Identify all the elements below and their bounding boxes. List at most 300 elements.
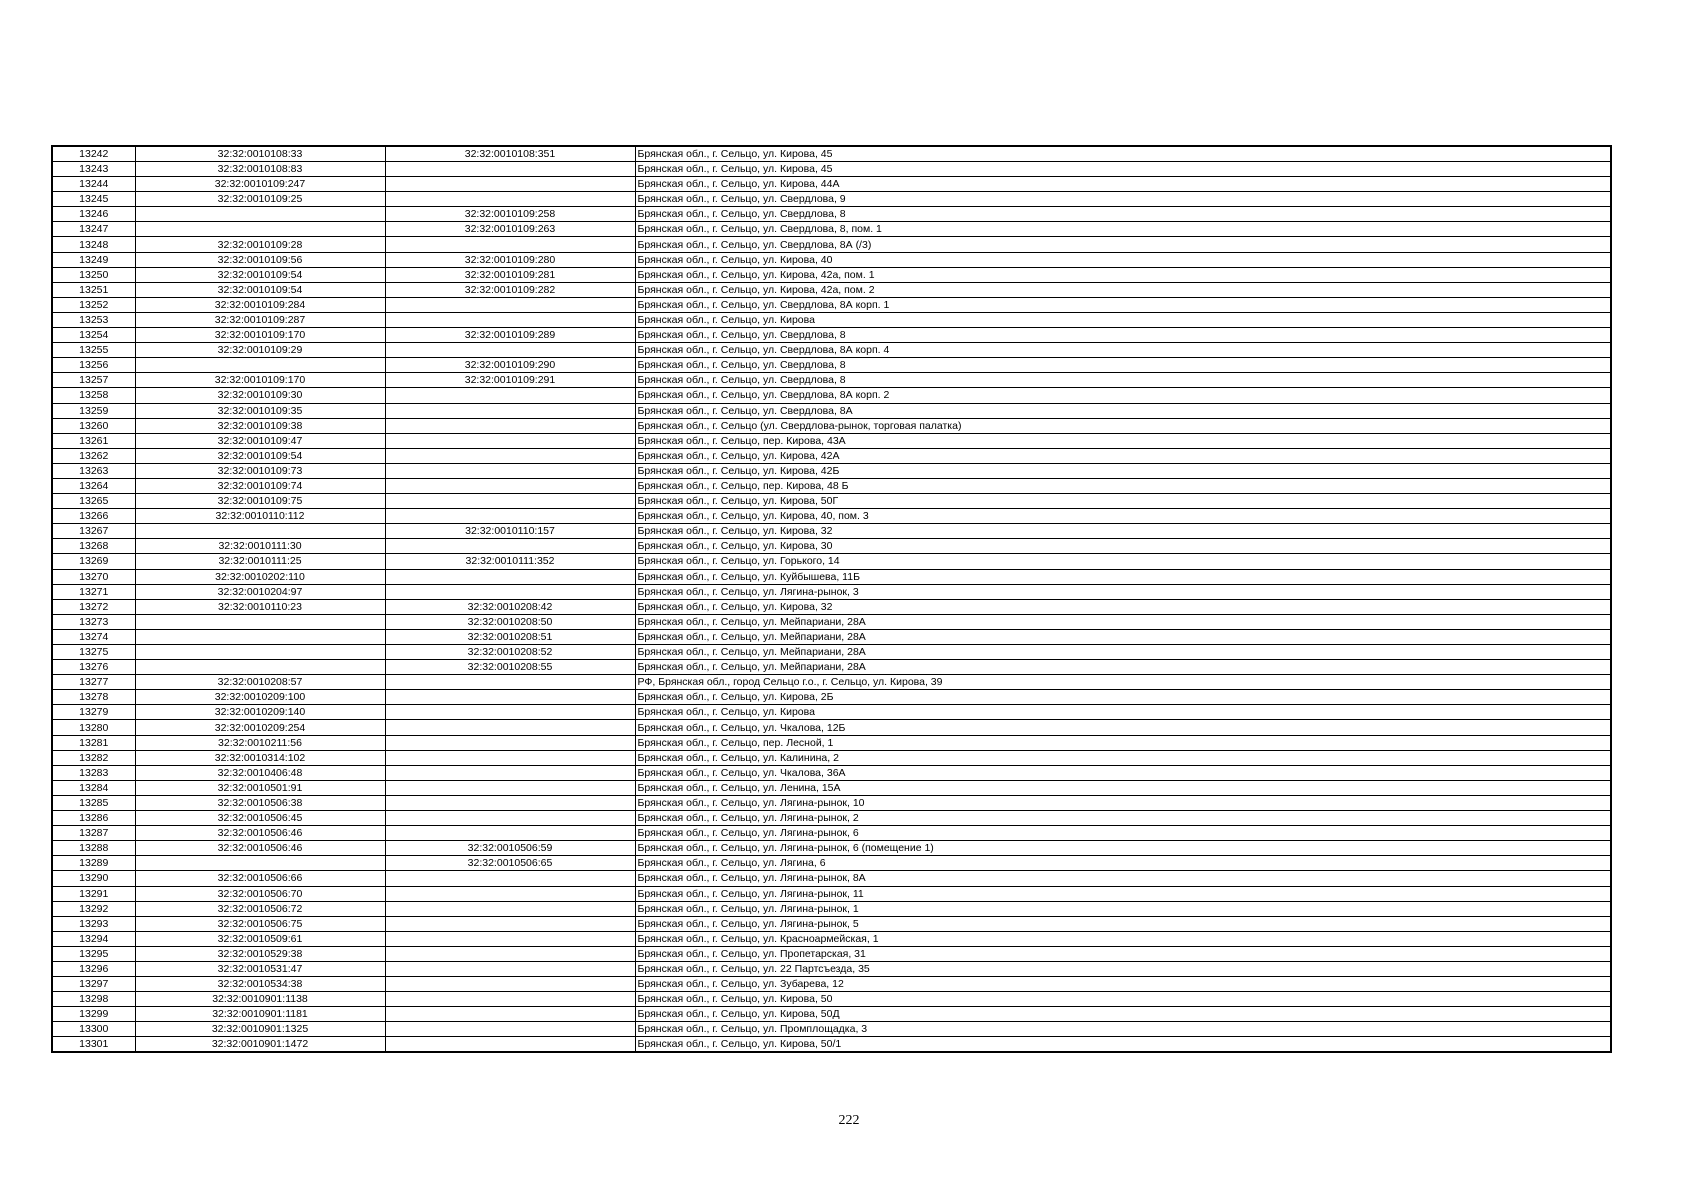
row-number-cell: 13282 bbox=[52, 750, 135, 765]
parcel-cadastral-number-cell: 32:32:0010506:46 bbox=[135, 826, 385, 841]
building-cadastral-number-cell bbox=[385, 946, 635, 961]
building-cadastral-number-cell bbox=[385, 1022, 635, 1037]
row-number-cell: 13292 bbox=[52, 901, 135, 916]
address-cell: Брянская обл., г. Сельцо, ул. Промплощадка, 3 bbox=[635, 1022, 1611, 1037]
row-number-cell: 13281 bbox=[52, 735, 135, 750]
parcel-cadastral-number-cell bbox=[135, 614, 385, 629]
row-number-cell: 13297 bbox=[52, 977, 135, 992]
row-number-cell: 13290 bbox=[52, 871, 135, 886]
address-cell: Брянская обл., г. Сельцо, ул. Лягина-рынок, 3 bbox=[635, 584, 1611, 599]
row-number-cell: 13248 bbox=[52, 237, 135, 252]
building-cadastral-number-cell bbox=[385, 539, 635, 554]
row-number-cell: 13293 bbox=[52, 916, 135, 931]
address-cell: Брянская обл., г. Сельцо, ул. Лягина-рынок, 5 bbox=[635, 916, 1611, 931]
parcel-cadastral-number-cell: 32:32:0010209:140 bbox=[135, 705, 385, 720]
table-row bbox=[52, 795, 1611, 810]
parcel-cadastral-number-cell: 32:32:0010108:33 bbox=[135, 146, 385, 162]
table-row bbox=[52, 267, 1611, 282]
table-row bbox=[52, 599, 1611, 614]
address-cell: Брянская обл., г. Сельцо, ул. Кирова, 2Б bbox=[635, 690, 1611, 705]
building-cadastral-number-cell: 32:32:0010208:50 bbox=[385, 614, 635, 629]
table-row bbox=[52, 690, 1611, 705]
row-number-cell: 13267 bbox=[52, 524, 135, 539]
address-cell: Брянская обл., г. Сельцо, ул. Кирова, 45 bbox=[635, 146, 1611, 162]
building-cadastral-number-cell: 32:32:0010208:52 bbox=[385, 645, 635, 660]
building-cadastral-number-cell bbox=[385, 312, 635, 327]
building-cadastral-number-cell bbox=[385, 886, 635, 901]
building-cadastral-number-cell: 32:32:0010111:352 bbox=[385, 554, 635, 569]
parcel-cadastral-number-cell: 32:32:0010506:75 bbox=[135, 916, 385, 931]
row-number-cell: 13245 bbox=[52, 192, 135, 207]
registry-table bbox=[51, 145, 1612, 1053]
table-row bbox=[52, 524, 1611, 539]
address-cell: Брянская обл., г. Сельцо, ул. Лягина-рынок, 1 bbox=[635, 901, 1611, 916]
address-cell: Брянская обл., г. Сельцо, ул. Свердлова, 8А корп. 1 bbox=[635, 297, 1611, 312]
parcel-cadastral-number-cell: 32:32:0010506:66 bbox=[135, 871, 385, 886]
table-row bbox=[52, 660, 1611, 675]
building-cadastral-number-cell bbox=[385, 811, 635, 826]
address-cell: Брянская обл., г. Сельцо (ул. Свердлова-рынок, торговая палатка) bbox=[635, 418, 1611, 433]
building-cadastral-number-cell bbox=[385, 871, 635, 886]
table-row bbox=[52, 992, 1611, 1007]
table-row bbox=[52, 584, 1611, 599]
parcel-cadastral-number-cell: 32:32:0010109:30 bbox=[135, 388, 385, 403]
building-cadastral-number-cell: 32:32:0010208:55 bbox=[385, 660, 635, 675]
table-row bbox=[52, 554, 1611, 569]
parcel-cadastral-number-cell: 32:32:0010109:38 bbox=[135, 418, 385, 433]
row-number-cell: 13243 bbox=[52, 162, 135, 177]
table-row bbox=[52, 765, 1611, 780]
parcel-cadastral-number-cell: 32:32:0010901:1325 bbox=[135, 1022, 385, 1037]
building-cadastral-number-cell: 32:32:0010506:59 bbox=[385, 841, 635, 856]
building-cadastral-number-cell bbox=[385, 1007, 635, 1022]
table-row bbox=[52, 282, 1611, 297]
row-number-cell: 13301 bbox=[52, 1037, 135, 1053]
building-cadastral-number-cell: 32:32:0010109:289 bbox=[385, 328, 635, 343]
row-number-cell: 13262 bbox=[52, 448, 135, 463]
building-cadastral-number-cell bbox=[385, 463, 635, 478]
row-number-cell: 13269 bbox=[52, 554, 135, 569]
building-cadastral-number-cell bbox=[385, 509, 635, 524]
table-row bbox=[52, 297, 1611, 312]
parcel-cadastral-number-cell: 32:32:0010111:30 bbox=[135, 539, 385, 554]
table-row bbox=[52, 448, 1611, 463]
table-row bbox=[52, 358, 1611, 373]
parcel-cadastral-number-cell: 32:32:0010109:29 bbox=[135, 343, 385, 358]
parcel-cadastral-number-cell: 32:32:0010108:83 bbox=[135, 162, 385, 177]
table-row bbox=[52, 705, 1611, 720]
address-cell: Брянская обл., г. Сельцо, ул. Кирова, 42а, пом. 2 bbox=[635, 282, 1611, 297]
table-row bbox=[52, 343, 1611, 358]
building-cadastral-number-cell bbox=[385, 237, 635, 252]
building-cadastral-number-cell: 32:32:0010109:291 bbox=[385, 373, 635, 388]
row-number-cell: 13259 bbox=[52, 403, 135, 418]
address-cell: Брянская обл., г. Сельцо, ул. Кирова bbox=[635, 312, 1611, 327]
parcel-cadastral-number-cell: 32:32:0010109:54 bbox=[135, 282, 385, 297]
parcel-cadastral-number-cell: 32:32:0010109:170 bbox=[135, 373, 385, 388]
row-number-cell: 13299 bbox=[52, 1007, 135, 1022]
address-cell: Брянская обл., г. Сельцо, ул. Мейпариани, 28А bbox=[635, 660, 1611, 675]
address-cell: РФ, Брянская обл., город Сельцо г.о., г. Сельцо, ул. Кирова, 39 bbox=[635, 675, 1611, 690]
row-number-cell: 13270 bbox=[52, 569, 135, 584]
table-row bbox=[52, 192, 1611, 207]
building-cadastral-number-cell bbox=[385, 992, 635, 1007]
address-cell: Брянская обл., г. Сельцо, ул. Свердлова, 8 bbox=[635, 358, 1611, 373]
address-cell: Брянская обл., г. Сельцо, ул. Кирова, 50/1 bbox=[635, 1037, 1611, 1053]
address-cell: Брянская обл., г. Сельцо, ул. Лягина, 6 bbox=[635, 856, 1611, 871]
address-cell: Брянская обл., г. Сельцо, ул. Чкалова, 12Б bbox=[635, 720, 1611, 735]
table-row bbox=[52, 1037, 1611, 1053]
building-cadastral-number-cell: 32:32:0010110:157 bbox=[385, 524, 635, 539]
row-number-cell: 13278 bbox=[52, 690, 135, 705]
table-row bbox=[52, 629, 1611, 644]
parcel-cadastral-number-cell: 32:32:0010509:61 bbox=[135, 931, 385, 946]
parcel-cadastral-number-cell: 32:32:0010901:1181 bbox=[135, 1007, 385, 1022]
page-number: 222 bbox=[838, 1113, 860, 1128]
address-cell: Брянская обл., г. Сельцо, ул. Свердлова, 8А bbox=[635, 403, 1611, 418]
address-cell: Брянская обл., г. Сельцо, ул. Лягина-рынок, 6 (помещение 1) bbox=[635, 841, 1611, 856]
address-cell: Брянская обл., г. Сельцо, ул. Горького, 14 bbox=[635, 554, 1611, 569]
table-row bbox=[52, 146, 1611, 162]
table-row bbox=[52, 162, 1611, 177]
address-cell: Брянская обл., г. Сельцо, ул. Лягина-рынок, 8А bbox=[635, 871, 1611, 886]
address-cell: Брянская обл., г. Сельцо, ул. Лягина-рынок, 6 bbox=[635, 826, 1611, 841]
parcel-cadastral-number-cell bbox=[135, 358, 385, 373]
parcel-cadastral-number-cell: 32:32:0010901:1472 bbox=[135, 1037, 385, 1053]
address-cell: Брянская обл., г. Сельцо, ул. Калинина, 2 bbox=[635, 750, 1611, 765]
parcel-cadastral-number-cell bbox=[135, 222, 385, 237]
row-number-cell: 13258 bbox=[52, 388, 135, 403]
row-number-cell: 13285 bbox=[52, 795, 135, 810]
row-number-cell: 13253 bbox=[52, 312, 135, 327]
building-cadastral-number-cell bbox=[385, 388, 635, 403]
row-number-cell: 13283 bbox=[52, 765, 135, 780]
table-row bbox=[52, 237, 1611, 252]
parcel-cadastral-number-cell: 32:32:0010109:35 bbox=[135, 403, 385, 418]
table-row bbox=[52, 614, 1611, 629]
building-cadastral-number-cell bbox=[385, 448, 635, 463]
address-cell: Брянская обл., г. Сельцо, ул. Кирова, 44А bbox=[635, 177, 1611, 192]
building-cadastral-number-cell bbox=[385, 901, 635, 916]
building-cadastral-number-cell bbox=[385, 795, 635, 810]
row-number-cell: 13268 bbox=[52, 539, 135, 554]
row-number-cell: 13263 bbox=[52, 463, 135, 478]
table-row bbox=[52, 373, 1611, 388]
building-cadastral-number-cell bbox=[385, 192, 635, 207]
table-row bbox=[52, 222, 1611, 237]
parcel-cadastral-number-cell: 32:32:0010204:97 bbox=[135, 584, 385, 599]
row-number-cell: 13284 bbox=[52, 780, 135, 795]
building-cadastral-number-cell bbox=[385, 162, 635, 177]
parcel-cadastral-number-cell: 32:32:0010506:38 bbox=[135, 795, 385, 810]
building-cadastral-number-cell bbox=[385, 433, 635, 448]
row-number-cell: 13273 bbox=[52, 614, 135, 629]
parcel-cadastral-number-cell: 32:32:0010211:56 bbox=[135, 735, 385, 750]
parcel-cadastral-number-cell: 32:32:0010531:47 bbox=[135, 961, 385, 976]
row-number-cell: 13247 bbox=[52, 222, 135, 237]
building-cadastral-number-cell: 32:32:0010208:51 bbox=[385, 629, 635, 644]
address-cell: Брянская обл., г. Сельцо, ул. Свердлова, 8 bbox=[635, 328, 1611, 343]
row-number-cell: 13249 bbox=[52, 252, 135, 267]
table-row bbox=[52, 780, 1611, 795]
row-number-cell: 13274 bbox=[52, 629, 135, 644]
parcel-cadastral-number-cell: 32:32:0010109:74 bbox=[135, 478, 385, 493]
address-cell: Брянская обл., г. Сельцо, ул. Кирова, 50Д bbox=[635, 1007, 1611, 1022]
row-number-cell: 13288 bbox=[52, 841, 135, 856]
table-row bbox=[52, 811, 1611, 826]
building-cadastral-number-cell bbox=[385, 826, 635, 841]
building-cadastral-number-cell bbox=[385, 931, 635, 946]
building-cadastral-number-cell: 32:32:0010108:351 bbox=[385, 146, 635, 162]
parcel-cadastral-number-cell: 32:32:0010506:72 bbox=[135, 901, 385, 916]
parcel-cadastral-number-cell: 32:32:0010109:287 bbox=[135, 312, 385, 327]
table-row bbox=[52, 961, 1611, 976]
address-cell: Брянская обл., г. Сельцо, ул. 22 Партсъезда, 35 bbox=[635, 961, 1611, 976]
address-cell: Брянская обл., г. Сельцо, ул. Пропетарская, 31 bbox=[635, 946, 1611, 961]
address-cell: Брянская обл., г. Сельцо, ул. Свердлова, 8, пом. 1 bbox=[635, 222, 1611, 237]
table-row bbox=[52, 312, 1611, 327]
address-cell: Брянская обл., г. Сельцо, ул. Кирова, 42а, пом. 1 bbox=[635, 267, 1611, 282]
row-number-cell: 13244 bbox=[52, 177, 135, 192]
building-cadastral-number-cell: 32:32:0010109:281 bbox=[385, 267, 635, 282]
building-cadastral-number-cell: 32:32:0010109:280 bbox=[385, 252, 635, 267]
table-row bbox=[52, 916, 1611, 931]
parcel-cadastral-number-cell: 32:32:0010109:54 bbox=[135, 448, 385, 463]
parcel-cadastral-number-cell: 32:32:0010506:46 bbox=[135, 841, 385, 856]
table-row bbox=[52, 418, 1611, 433]
table-row bbox=[52, 463, 1611, 478]
row-number-cell: 13295 bbox=[52, 946, 135, 961]
building-cadastral-number-cell: 32:32:0010109:258 bbox=[385, 207, 635, 222]
address-cell: Брянская обл., г. Сельцо, ул. Свердлова, 9 bbox=[635, 192, 1611, 207]
parcel-cadastral-number-cell: 32:32:0010109:54 bbox=[135, 267, 385, 282]
row-number-cell: 13271 bbox=[52, 584, 135, 599]
address-cell: Брянская обл., г. Сельцо, ул. Мейпариани, 28А bbox=[635, 614, 1611, 629]
registry-table-body bbox=[52, 146, 1611, 1052]
parcel-cadastral-number-cell bbox=[135, 629, 385, 644]
address-cell: Брянская обл., г. Сельцо, ул. Мейпариани, 28А bbox=[635, 629, 1611, 644]
table-row bbox=[52, 735, 1611, 750]
address-cell: Брянская обл., г. Сельцо, ул. Лягина-рынок, 10 bbox=[635, 795, 1611, 810]
parcel-cadastral-number-cell: 32:32:0010534:38 bbox=[135, 977, 385, 992]
row-number-cell: 13254 bbox=[52, 328, 135, 343]
row-number-cell: 13289 bbox=[52, 856, 135, 871]
building-cadastral-number-cell bbox=[385, 584, 635, 599]
row-number-cell: 13242 bbox=[52, 146, 135, 162]
table-row bbox=[52, 645, 1611, 660]
address-cell: Брянская обл., г. Сельцо, пер. Кирова, 48 Б bbox=[635, 478, 1611, 493]
address-cell: Брянская обл., г. Сельцо, ул. Зубарева, 12 bbox=[635, 977, 1611, 992]
row-number-cell: 13251 bbox=[52, 282, 135, 297]
address-cell: Брянская обл., г. Сельцо, ул. Кирова, 32 bbox=[635, 524, 1611, 539]
row-number-cell: 13286 bbox=[52, 811, 135, 826]
parcel-cadastral-number-cell: 32:32:0010110:112 bbox=[135, 509, 385, 524]
row-number-cell: 13296 bbox=[52, 961, 135, 976]
address-cell: Брянская обл., г. Сельцо, ул. Свердлова, 8 bbox=[635, 373, 1611, 388]
building-cadastral-number-cell: 32:32:0010109:263 bbox=[385, 222, 635, 237]
parcel-cadastral-number-cell: 32:32:0010109:28 bbox=[135, 237, 385, 252]
parcel-cadastral-number-cell: 32:32:0010501:91 bbox=[135, 780, 385, 795]
table-row bbox=[52, 1022, 1611, 1037]
building-cadastral-number-cell bbox=[385, 765, 635, 780]
parcel-cadastral-number-cell: 32:32:0010109:247 bbox=[135, 177, 385, 192]
parcel-cadastral-number-cell: 32:32:0010109:47 bbox=[135, 433, 385, 448]
table-row bbox=[52, 539, 1611, 554]
address-cell: Брянская обл., г. Сельцо, ул. Свердлова, 8А корп. 2 bbox=[635, 388, 1611, 403]
building-cadastral-number-cell bbox=[385, 494, 635, 509]
row-number-cell: 13300 bbox=[52, 1022, 135, 1037]
address-cell: Брянская обл., г. Сельцо, ул. Ленина, 15А bbox=[635, 780, 1611, 795]
building-cadastral-number-cell bbox=[385, 961, 635, 976]
address-cell: Брянская обл., г. Сельцо, ул. Свердлова, 8 bbox=[635, 207, 1611, 222]
table-row bbox=[52, 856, 1611, 871]
table-row bbox=[52, 1007, 1611, 1022]
parcel-cadastral-number-cell: 32:32:0010109:73 bbox=[135, 463, 385, 478]
building-cadastral-number-cell bbox=[385, 750, 635, 765]
parcel-cadastral-number-cell: 32:32:0010109:170 bbox=[135, 328, 385, 343]
building-cadastral-number-cell: 32:32:0010506:65 bbox=[385, 856, 635, 871]
table-row bbox=[52, 328, 1611, 343]
row-number-cell: 13256 bbox=[52, 358, 135, 373]
row-number-cell: 13246 bbox=[52, 207, 135, 222]
address-cell: Брянская обл., г. Сельцо, ул. Кирова bbox=[635, 705, 1611, 720]
building-cadastral-number-cell bbox=[385, 177, 635, 192]
parcel-cadastral-number-cell: 32:32:0010406:48 bbox=[135, 765, 385, 780]
parcel-cadastral-number-cell: 32:32:0010506:70 bbox=[135, 886, 385, 901]
building-cadastral-number-cell bbox=[385, 1037, 635, 1053]
address-cell: Брянская обл., г. Сельцо, ул. Кирова, 40, пом. 3 bbox=[635, 509, 1611, 524]
table-row bbox=[52, 826, 1611, 841]
table-row bbox=[52, 433, 1611, 448]
table-row bbox=[52, 509, 1611, 524]
parcel-cadastral-number-cell bbox=[135, 524, 385, 539]
row-number-cell: 13260 bbox=[52, 418, 135, 433]
row-number-cell: 13280 bbox=[52, 720, 135, 735]
building-cadastral-number-cell: 32:32:0010109:290 bbox=[385, 358, 635, 373]
address-cell: Брянская обл., г. Сельцо, ул. Свердлова, 8А корп. 4 bbox=[635, 343, 1611, 358]
address-cell: Брянская обл., г. Сельцо, ул. Кирова, 32 bbox=[635, 599, 1611, 614]
address-cell: Брянская обл., г. Сельцо, ул. Лягина-рынок, 11 bbox=[635, 886, 1611, 901]
parcel-cadastral-number-cell: 32:32:0010314:102 bbox=[135, 750, 385, 765]
building-cadastral-number-cell bbox=[385, 690, 635, 705]
table-row bbox=[52, 886, 1611, 901]
parcel-cadastral-number-cell: 32:32:0010529:38 bbox=[135, 946, 385, 961]
row-number-cell: 13298 bbox=[52, 992, 135, 1007]
parcel-cadastral-number-cell: 32:32:0010111:25 bbox=[135, 554, 385, 569]
address-cell: Брянская обл., г. Сельцо, ул. Чкалова, 36А bbox=[635, 765, 1611, 780]
table-row bbox=[52, 177, 1611, 192]
table-row bbox=[52, 494, 1611, 509]
table-row bbox=[52, 931, 1611, 946]
parcel-cadastral-number-cell: 32:32:0010109:75 bbox=[135, 494, 385, 509]
building-cadastral-number-cell bbox=[385, 343, 635, 358]
building-cadastral-number-cell bbox=[385, 705, 635, 720]
building-cadastral-number-cell bbox=[385, 916, 635, 931]
table-row bbox=[52, 569, 1611, 584]
parcel-cadastral-number-cell: 32:32:0010209:254 bbox=[135, 720, 385, 735]
address-cell: Брянская обл., г. Сельцо, ул. Кирова, 42А bbox=[635, 448, 1611, 463]
building-cadastral-number-cell bbox=[385, 418, 635, 433]
building-cadastral-number-cell bbox=[385, 675, 635, 690]
address-cell: Брянская обл., г. Сельцо, ул. Свердлова, 8А (/3) bbox=[635, 237, 1611, 252]
address-cell: Брянская обл., г. Сельцо, ул. Мейпариани, 28А bbox=[635, 645, 1611, 660]
row-number-cell: 13276 bbox=[52, 660, 135, 675]
row-number-cell: 13291 bbox=[52, 886, 135, 901]
table-row bbox=[52, 841, 1611, 856]
table-row bbox=[52, 977, 1611, 992]
row-number-cell: 13266 bbox=[52, 509, 135, 524]
address-cell: Брянская обл., г. Сельцо, ул. Кирова, 30 bbox=[635, 539, 1611, 554]
row-number-cell: 13279 bbox=[52, 705, 135, 720]
address-cell: Брянская обл., г. Сельцо, ул. Кирова, 50Г bbox=[635, 494, 1611, 509]
row-number-cell: 13287 bbox=[52, 826, 135, 841]
address-cell: Брянская обл., г. Сельцо, ул. Лягина-рынок, 2 bbox=[635, 811, 1611, 826]
parcel-cadastral-number-cell: 32:32:0010109:284 bbox=[135, 297, 385, 312]
address-cell: Брянская обл., г. Сельцо, ул. Кирова, 40 bbox=[635, 252, 1611, 267]
address-cell: Брянская обл., г. Сельцо, ул. Кирова, 42Б bbox=[635, 463, 1611, 478]
address-cell: Брянская обл., г. Сельцо, ул. Куйбышева, 11Б bbox=[635, 569, 1611, 584]
building-cadastral-number-cell bbox=[385, 977, 635, 992]
table-row bbox=[52, 720, 1611, 735]
row-number-cell: 13250 bbox=[52, 267, 135, 282]
table-row bbox=[52, 871, 1611, 886]
row-number-cell: 13277 bbox=[52, 675, 135, 690]
building-cadastral-number-cell bbox=[385, 478, 635, 493]
row-number-cell: 13264 bbox=[52, 478, 135, 493]
building-cadastral-number-cell bbox=[385, 780, 635, 795]
row-number-cell: 13257 bbox=[52, 373, 135, 388]
table-row bbox=[52, 478, 1611, 493]
parcel-cadastral-number-cell: 32:32:0010901:1138 bbox=[135, 992, 385, 1007]
row-number-cell: 13275 bbox=[52, 645, 135, 660]
building-cadastral-number-cell bbox=[385, 735, 635, 750]
parcel-cadastral-number-cell: 32:32:0010506:45 bbox=[135, 811, 385, 826]
table-row bbox=[52, 252, 1611, 267]
table-row bbox=[52, 946, 1611, 961]
row-number-cell: 13272 bbox=[52, 599, 135, 614]
address-cell: Брянская обл., г. Сельцо, ул. Кирова, 45 bbox=[635, 162, 1611, 177]
parcel-cadastral-number-cell: 32:32:0010110:23 bbox=[135, 599, 385, 614]
table-row bbox=[52, 388, 1611, 403]
parcel-cadastral-number-cell: 32:32:0010202:110 bbox=[135, 569, 385, 584]
building-cadastral-number-cell: 32:32:0010109:282 bbox=[385, 282, 635, 297]
parcel-cadastral-number-cell bbox=[135, 207, 385, 222]
parcel-cadastral-number-cell bbox=[135, 660, 385, 675]
address-cell: Брянская обл., г. Сельцо, ул. Красноармейская, 1 bbox=[635, 931, 1611, 946]
parcel-cadastral-number-cell: 32:32:0010209:100 bbox=[135, 690, 385, 705]
building-cadastral-number-cell: 32:32:0010208:42 bbox=[385, 599, 635, 614]
parcel-cadastral-number-cell bbox=[135, 856, 385, 871]
parcel-cadastral-number-cell: 32:32:0010109:25 bbox=[135, 192, 385, 207]
building-cadastral-number-cell bbox=[385, 569, 635, 584]
row-number-cell: 13294 bbox=[52, 931, 135, 946]
table-row bbox=[52, 901, 1611, 916]
table-row bbox=[52, 403, 1611, 418]
table-row bbox=[52, 675, 1611, 690]
table-row bbox=[52, 207, 1611, 222]
address-cell: Брянская обл., г. Сельцо, пер. Лесной, 1 bbox=[635, 735, 1611, 750]
building-cadastral-number-cell bbox=[385, 720, 635, 735]
row-number-cell: 13261 bbox=[52, 433, 135, 448]
row-number-cell: 13265 bbox=[52, 494, 135, 509]
building-cadastral-number-cell bbox=[385, 297, 635, 312]
parcel-cadastral-number-cell: 32:32:0010109:56 bbox=[135, 252, 385, 267]
parcel-cadastral-number-cell bbox=[135, 645, 385, 660]
address-cell: Брянская обл., г. Сельцо, ул. Кирова, 50 bbox=[635, 992, 1611, 1007]
parcel-cadastral-number-cell: 32:32:0010208:57 bbox=[135, 675, 385, 690]
address-cell: Брянская обл., г. Сельцо, пер. Кирова, 43А bbox=[635, 433, 1611, 448]
row-number-cell: 13252 bbox=[52, 297, 135, 312]
